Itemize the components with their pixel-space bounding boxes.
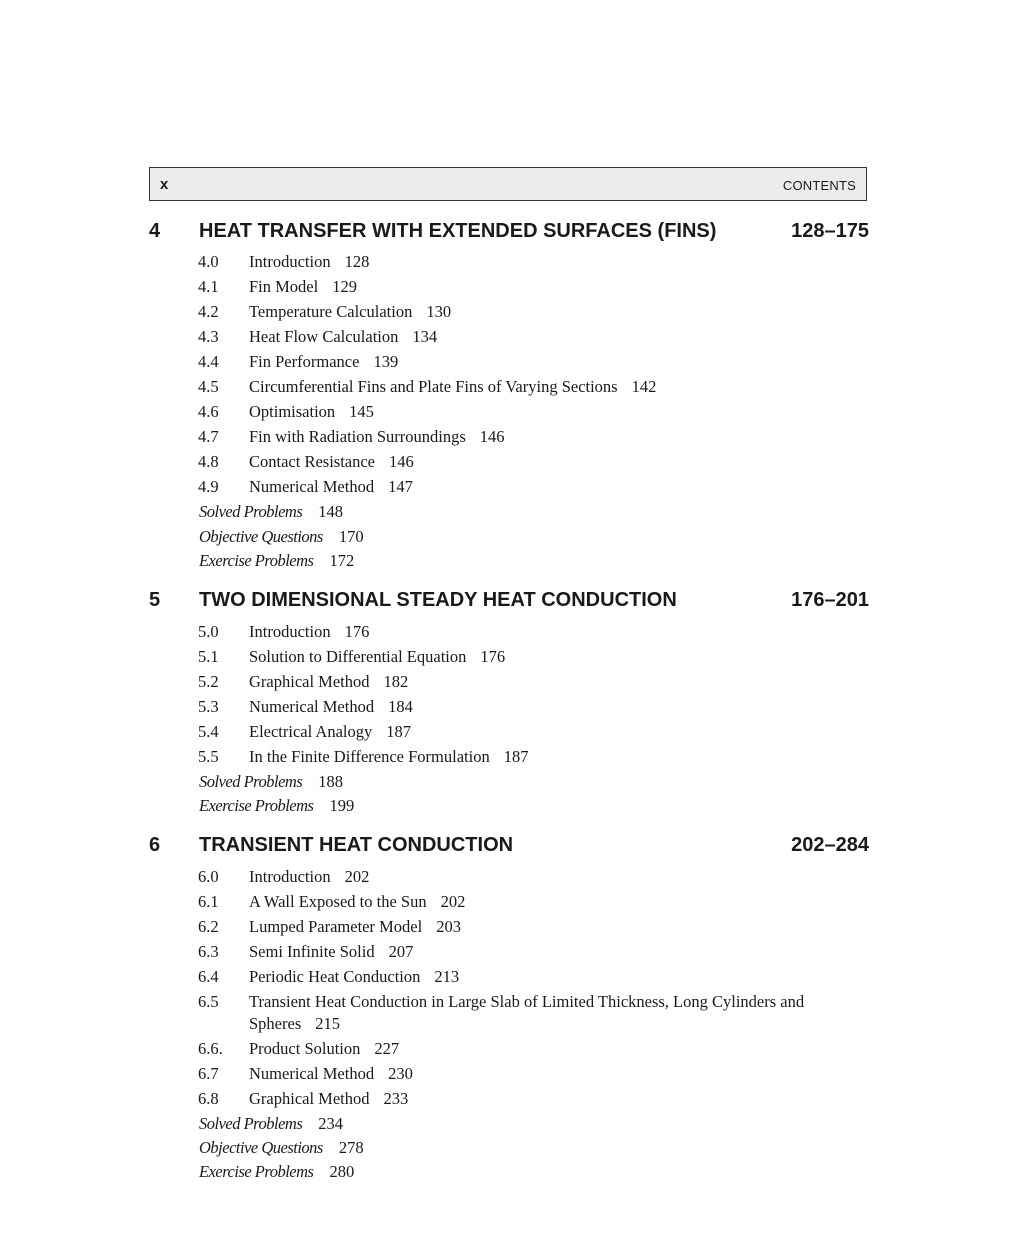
end-matter-entry (199, 1161, 354, 1183)
section-entry (198, 696, 838, 718)
section-page: 207 (388, 942, 414, 961)
section-number: 6.4 (198, 967, 219, 986)
end-matter-page: 278 (338, 1138, 364, 1157)
section-title: Periodic Heat Conduction (249, 967, 421, 986)
section-number: 4.2 (198, 302, 219, 321)
end-matter-page: 199 (329, 796, 355, 815)
section-number: 5.1 (198, 647, 219, 666)
section-title: Solution to Differential Equation (249, 647, 467, 666)
section-entry (198, 426, 838, 448)
section-number: 6.1 (198, 892, 219, 911)
end-matter-title: Solved Problems (199, 772, 303, 791)
section-entry (198, 1038, 838, 1060)
section-page: 187 (503, 747, 529, 766)
section-title: Graphical Method (249, 1089, 370, 1108)
section-number: 4.9 (198, 477, 219, 496)
section-page: 184 (388, 697, 413, 716)
section-entry (198, 476, 838, 498)
section-number: 4.4 (198, 352, 219, 371)
end-matter-entry (199, 526, 364, 548)
section-title: Fin with Radiation Surroundings (249, 427, 466, 446)
section-page: 203 (436, 917, 461, 936)
section-title: Contact Resistance (249, 452, 376, 471)
end-matter-title: Exercise Problems (199, 1162, 314, 1181)
section-page: 233 (383, 1089, 409, 1108)
end-matter-page: 280 (329, 1162, 355, 1181)
section-page: 130 (426, 302, 452, 321)
section-entry (198, 451, 838, 473)
end-matter-entry (199, 550, 354, 572)
section-page: 215 (315, 1014, 340, 1033)
section-number: 5.5 (198, 747, 219, 766)
section-page: 176 (344, 622, 370, 641)
section-title: Heat Flow Calculation (249, 327, 399, 346)
section-entry (198, 376, 838, 398)
end-matter-page: 148 (318, 502, 343, 521)
section-page: 134 (412, 327, 438, 346)
section-page: 202 (440, 892, 466, 911)
section-number: 4.0 (198, 252, 219, 271)
section-number: 4.3 (198, 327, 219, 346)
end-matter-page: 188 (318, 772, 343, 791)
end-matter-title: Exercise Problems (199, 551, 314, 570)
section-entry (198, 671, 838, 693)
end-matter-page: 170 (338, 527, 364, 546)
section-title: Numerical Method (249, 477, 375, 496)
section-title: Circumferential Fins and Plate Fins of Varying Sections (249, 377, 618, 396)
section-page: 129 (332, 277, 357, 296)
section-page: 187 (386, 722, 411, 741)
section-entry (198, 1063, 838, 1085)
section-entry (198, 941, 838, 963)
section-number: 5.3 (198, 697, 219, 716)
section-number: 6.5 (198, 992, 219, 1011)
end-matter-title: Exercise Problems (199, 796, 314, 815)
end-matter-title: Objective Questions (199, 527, 323, 546)
end-matter-entry (199, 1137, 364, 1159)
section-entry (198, 276, 838, 298)
section-page: 213 (434, 967, 460, 986)
section-number: 5.2 (198, 672, 219, 691)
section-number: 6.3 (198, 942, 219, 961)
section-entry (198, 251, 838, 273)
section-page: 147 (388, 477, 413, 496)
section-page: 142 (631, 377, 657, 396)
section-entry (198, 326, 838, 348)
chapter-number: 5 (149, 589, 161, 611)
section-entry (198, 351, 838, 373)
section-number: 4.6 (198, 402, 219, 421)
chapter-number: 6 (149, 834, 161, 856)
end-matter-entry (199, 501, 343, 523)
section-entry (198, 301, 838, 323)
section-number: 4.8 (198, 452, 219, 471)
section-page: 182 (383, 672, 409, 691)
section-entry (198, 991, 818, 1035)
section-number: 6.8 (198, 1089, 219, 1108)
section-number: 6.7 (198, 1064, 219, 1083)
end-matter-entry (199, 1113, 343, 1135)
section-title: Introduction (249, 252, 331, 271)
chapter-title: HEAT TRANSFER WITH EXTENDED SURFACES (FINS) (199, 220, 717, 242)
end-matter-entry (199, 771, 343, 793)
section-number: 6.0 (198, 867, 219, 886)
section-title: Numerical Method (249, 1064, 375, 1083)
section-page: 139 (373, 352, 399, 371)
end-matter-entry (199, 795, 354, 817)
chapter-heading (149, 834, 869, 860)
section-number: 4.7 (198, 427, 219, 446)
section-entry (198, 646, 838, 668)
chapter-heading (149, 220, 869, 246)
section-title: Introduction (249, 622, 331, 641)
section-title: Product Solution (249, 1039, 361, 1058)
running-header (149, 167, 867, 201)
section-page: 227 (374, 1039, 400, 1058)
section-page: 145 (349, 402, 374, 421)
chapter-title: TRANSIENT HEAT CONDUCTION (199, 834, 514, 856)
chapter-page-range: 176–201 (791, 589, 869, 611)
section-title: Transient Heat Conduction in Large Slab of Limited Thickness, Long Cylinders and Spheres (249, 992, 805, 1033)
section-entry (198, 891, 838, 913)
section-number: 4.5 (198, 377, 219, 396)
chapter-page-range: 128–175 (791, 220, 869, 242)
section-entry (198, 966, 838, 988)
section-number: 6.2 (198, 917, 219, 936)
section-title: Lumped Parameter Model (249, 917, 423, 936)
section-title: In the Finite Difference Formulation (249, 747, 490, 766)
end-matter-page: 172 (329, 551, 355, 570)
section-title: Fin Model (249, 277, 319, 296)
section-entry (198, 916, 838, 938)
header-section-title: CONTENTS (782, 178, 856, 193)
section-number: 6.6. (198, 1039, 223, 1058)
end-matter-page: 234 (318, 1114, 343, 1133)
section-page: 146 (479, 427, 505, 446)
section-entry (198, 401, 838, 423)
section-title: A Wall Exposed to the Sun (249, 892, 427, 911)
section-page: 176 (480, 647, 506, 666)
section-title: Numerical Method (249, 697, 375, 716)
section-number: 4.1 (198, 277, 219, 296)
section-page: 230 (388, 1064, 413, 1083)
section-title: Introduction (249, 867, 331, 886)
section-entry (198, 746, 838, 768)
section-number: 5.4 (198, 722, 219, 741)
section-title: Temperature Calculation (249, 302, 413, 321)
section-title: Optimisation (249, 402, 336, 421)
page-number: x (160, 176, 169, 193)
section-entry (198, 721, 838, 743)
end-matter-title: Objective Questions (199, 1138, 323, 1157)
end-matter-title: Solved Problems (199, 1114, 303, 1133)
chapter-heading (149, 589, 869, 615)
section-title: Graphical Method (249, 672, 370, 691)
section-page: 146 (389, 452, 414, 471)
chapter-number: 4 (149, 220, 161, 242)
chapter-title: TWO DIMENSIONAL STEADY HEAT CONDUCTION (199, 589, 677, 611)
section-page: 202 (344, 867, 370, 886)
section-title: Electrical Analogy (249, 722, 373, 741)
section-entry (198, 621, 838, 643)
end-matter-title: Solved Problems (199, 502, 303, 521)
section-title: Fin Performance (249, 352, 360, 371)
section-title: Semi Infinite Solid (249, 942, 375, 961)
chapter-page-range: 202–284 (791, 834, 869, 856)
section-entry (198, 1088, 838, 1110)
section-entry (198, 866, 838, 888)
section-page: 128 (344, 252, 370, 271)
section-number: 5.0 (198, 622, 219, 641)
